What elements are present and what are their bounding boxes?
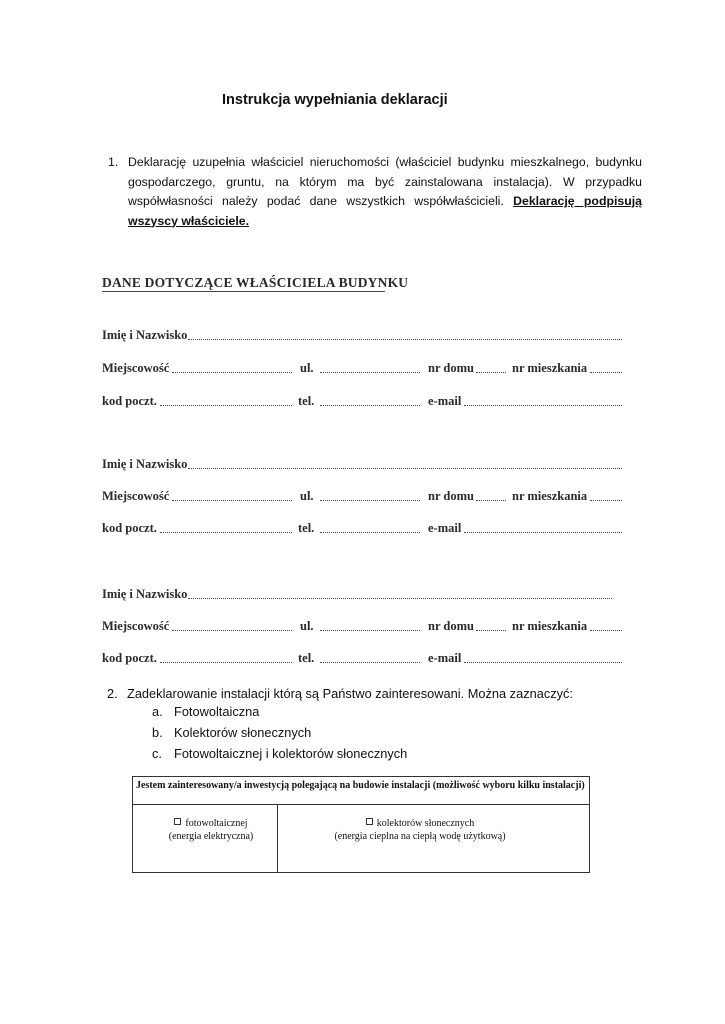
street-field[interactable] bbox=[320, 630, 420, 631]
city-field[interactable] bbox=[172, 372, 292, 373]
city-field[interactable] bbox=[172, 630, 292, 631]
name-label: Imię i Nazwisko bbox=[102, 328, 188, 342]
form-heading: DANE DOTYCZĄCE WŁAŚCICIELA BUDYNKU bbox=[102, 275, 409, 290]
name-field[interactable] bbox=[188, 598, 612, 599]
option-subtitle: (energia elektryczna) bbox=[168, 831, 254, 842]
name-label: Imię i Nazwisko bbox=[102, 457, 188, 471]
table-divider bbox=[277, 805, 278, 873]
option-label: Fotowoltaiczna bbox=[174, 704, 260, 719]
name-field[interactable] bbox=[188, 468, 622, 469]
postal-code-label: kod poczt. bbox=[102, 521, 157, 535]
email-field[interactable] bbox=[464, 405, 622, 406]
photovoltaic-option[interactable] bbox=[159, 817, 263, 843]
street-field[interactable] bbox=[320, 372, 420, 373]
postal-code-field[interactable] bbox=[160, 662, 292, 663]
checkbox-icon[interactable] bbox=[366, 818, 373, 825]
flat-no-label: nr mieszkania bbox=[512, 489, 588, 503]
flat-no-label: nr mieszkania bbox=[512, 619, 588, 633]
name-field[interactable] bbox=[188, 339, 622, 340]
name-label: Imię i Nazwisko bbox=[102, 587, 188, 601]
street-field[interactable] bbox=[320, 500, 420, 501]
street-label: ul. bbox=[300, 489, 314, 503]
installation-choice-table bbox=[132, 776, 590, 873]
item-number: 1. bbox=[108, 155, 119, 169]
email-label: e-mail bbox=[428, 521, 462, 535]
option-label: kolektorów słonecznych bbox=[376, 818, 475, 829]
street-label: ul. bbox=[300, 619, 314, 633]
option-letter: a. bbox=[152, 704, 163, 719]
postal-code-field[interactable] bbox=[160, 405, 292, 406]
flat-no-field[interactable] bbox=[590, 500, 622, 501]
email-field[interactable] bbox=[464, 532, 622, 533]
city-label: Miejscowość bbox=[102, 619, 170, 633]
city-label: Miejscowość bbox=[102, 361, 170, 375]
postal-code-label: kod poczt. bbox=[102, 651, 157, 665]
postal-code-label: kod poczt. bbox=[102, 394, 157, 408]
page-title: Instrukcja wypełniania deklaracji bbox=[222, 92, 448, 108]
checkbox-icon[interactable] bbox=[174, 818, 181, 825]
item-emphasis: Deklarację podpisują wszyscy właściciele. bbox=[128, 194, 642, 228]
flat-no-field[interactable] bbox=[590, 630, 622, 631]
option-label: Fotowoltaicznej i kolektorów słonecznych bbox=[174, 746, 408, 761]
phone-field[interactable] bbox=[320, 405, 420, 406]
phone-label: tel. bbox=[298, 521, 315, 535]
option-letter: c. bbox=[152, 746, 162, 761]
instruction-item-1 bbox=[108, 153, 642, 231]
house-no-field[interactable] bbox=[476, 500, 506, 501]
instruction-item-2 bbox=[107, 683, 573, 704]
email-label: e-mail bbox=[428, 394, 462, 408]
phone-field[interactable] bbox=[320, 662, 420, 663]
item-text bbox=[128, 153, 642, 231]
email-field[interactable] bbox=[464, 662, 622, 663]
city-field[interactable] bbox=[172, 500, 292, 501]
item-text: Zadeklarowanie instalacji którą są Państwo zainteresowani. Można zaznaczyć: bbox=[127, 686, 573, 701]
item-number: 2. bbox=[107, 686, 118, 701]
option-label: Kolektorów słonecznych bbox=[174, 725, 312, 740]
postal-code-field[interactable] bbox=[160, 532, 292, 533]
heading-underline bbox=[102, 291, 385, 292]
city-label: Miejscowość bbox=[102, 489, 170, 503]
house-no-field[interactable] bbox=[476, 372, 506, 373]
house-no-field[interactable] bbox=[476, 630, 506, 631]
phone-label: tel. bbox=[298, 394, 315, 408]
solar-collector-option[interactable] bbox=[305, 817, 535, 843]
phone-label: tel. bbox=[298, 651, 315, 665]
item-body: Deklarację uzupełnia właściciel nieruchomości (właściciel budynku mieszkalnego, budynku gospodarczego, gruntu, na którym ma być zainstalowana instalacja). W przypadku współwłasności należy podać dane wszystkich współwłaścicieli. bbox=[128, 155, 642, 208]
phone-field[interactable] bbox=[320, 532, 420, 533]
option-subtitle: (energia cieplna na ciepłą wodę użytkową) bbox=[334, 831, 506, 842]
option-letter: b. bbox=[152, 725, 163, 740]
table-header: Jestem zainteresowany/a inwestycją polegającą na budowie instalacji (możliwość wyboru kilku instalacji) bbox=[133, 777, 589, 805]
flat-no-field[interactable] bbox=[590, 372, 622, 373]
option-label: fotowoltaicznej bbox=[185, 818, 248, 829]
house-no-label: nr domu bbox=[428, 489, 474, 503]
flat-no-label: nr mieszkania bbox=[512, 361, 588, 375]
house-no-label: nr domu bbox=[428, 361, 474, 375]
street-label: ul. bbox=[300, 361, 314, 375]
house-no-label: nr domu bbox=[428, 619, 474, 633]
email-label: e-mail bbox=[428, 651, 462, 665]
